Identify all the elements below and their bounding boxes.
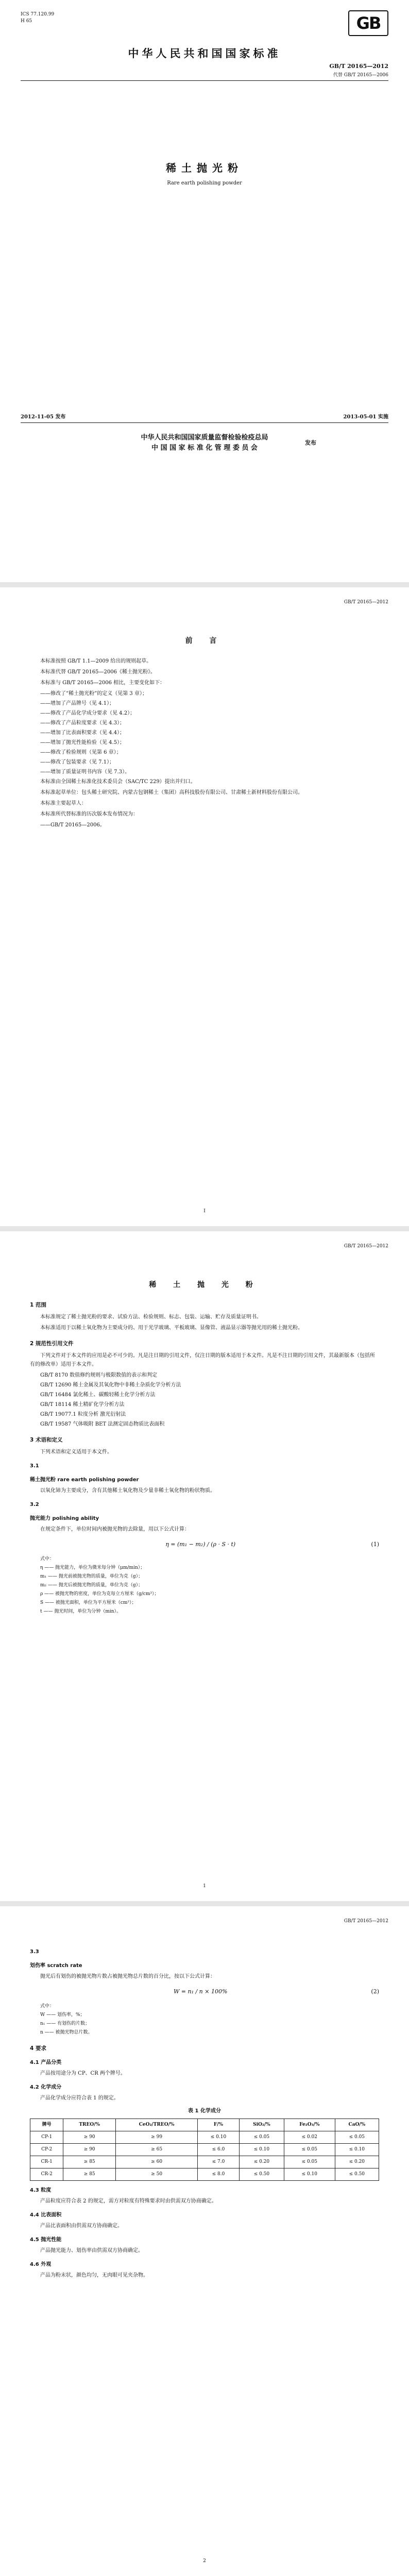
main-title: 稀 土 抛 光 粉 [149, 1281, 260, 1289]
variable-def: n —— 被抛光物总片数。 [40, 2030, 93, 2035]
table-cell: ≤ 0.50 [239, 2168, 284, 2181]
table-cell: ≥ 50 [116, 2168, 198, 2181]
clause-number: 3.1 [30, 1463, 39, 1469]
foreword-para: 本标准所代替标准的历次版本发布情况为： [40, 811, 138, 817]
reference-item: GB/T 18114 稀土精矿化学分析方法 [40, 1402, 125, 1408]
definition: 抛光后有划伤的被抛光物片数占被抛光物总片数的百分比，按以下公式计算： [40, 1974, 215, 1979]
paragraph: 产品化学成分应符合表 1 的规定。 [40, 2095, 119, 2101]
table-header: Fe₂O₃/% [284, 2119, 335, 2131]
variable-def: n₁ —— 有划伤的片数； [40, 2021, 90, 2026]
change-item: ——增加了比表面积要求（见 4.4）； [40, 730, 125, 736]
foreword-para: 本标准按照 GB/T 1.1—2009 给出的规则起草。 [40, 658, 152, 664]
standard-number: GB/T 20165—2012 [329, 63, 388, 70]
table-cell: ≤ 0.10 [239, 2144, 284, 2156]
term: 稀土抛光粉 rare earth polishing powder [30, 1477, 139, 1483]
clause-number: 3.2 [30, 1502, 39, 1507]
equation-number: (2) [371, 1988, 379, 1995]
cover-divider-bottom [21, 422, 388, 423]
section-heading: 1 范围 [30, 1302, 46, 1308]
table-header: SiO₂/% [239, 2119, 284, 2131]
table-cell: ≤ 0.10 [335, 2144, 379, 2156]
table-cell: ≤ 0.20 [239, 2156, 284, 2168]
table-cell: ≤ 8.0 [198, 2168, 240, 2181]
variable-def: W —— 划伤率，%； [40, 2012, 85, 2018]
table-row [30, 2156, 379, 2168]
gb-logo: GB [348, 10, 388, 36]
paragraph: 产品比表面积由供需双方协商确定。 [40, 2223, 123, 2229]
page-number: I [203, 1209, 206, 1214]
formula-1 [30, 1540, 379, 1549]
body-page-1 [0, 1231, 409, 1901]
national-standard-title: 中华人民共和国国家标准 [128, 47, 281, 60]
cover-title: 稀土抛光粉 [166, 162, 243, 174]
variable-def: S —— 被抛光面积，单位为平方厘米（cm²）； [40, 1600, 137, 1605]
variable-def: η —— 抛光能力，单位为微米每分钟（μm/min）； [40, 1565, 145, 1570]
table-header: CeO₂/TREO/% [116, 2119, 198, 2131]
definition: 以氧化铈为主要成分，含有其他稀土氧化物及少量非稀土氧化物的粉状物质。 [40, 1488, 215, 1494]
table-cell: ≤ 0.02 [284, 2131, 335, 2144]
page-number: 1 [203, 1884, 206, 1889]
foreword-para: 本标准起草单位：包头稀土研究院、内蒙古包钢稀土（集团）高科技股份有限公司、甘肃稀土新材料股份有限公司。 [40, 790, 303, 795]
body-content-1 [30, 1267, 379, 1616]
table-cell: ≤ 0.10 [198, 2131, 240, 2144]
table-cell: ≤ 0.05 [284, 2156, 335, 2168]
page-number: 2 [203, 2558, 206, 2564]
reference-item: GB/T 8170 数值修约规则与极限数值的表示和判定 [40, 1372, 158, 1378]
change-item: ——增加了产品牌号（见 4.1）； [40, 701, 115, 706]
table-header-row [30, 2119, 379, 2131]
paragraph: 产品粒度应符合表 2 的规定，需方对粒度有特殊要求时由供需双方协商确定。 [40, 2198, 217, 2204]
table-header: F/% [198, 2119, 240, 2131]
table-cell: ≤ 7.0 [198, 2156, 240, 2168]
issuer-line-2: 中 国 国 家 标 准 化 管 理 委 员 会 [151, 444, 258, 452]
section-heading: 2 规范性引用文件 [30, 1341, 74, 1347]
change-item: ——修改了产品化学成分要求（见 4.2）； [40, 710, 135, 716]
paragraph: 产品为粉末状，颜色均匀，无肉眼可见夹杂物。 [40, 2273, 148, 2278]
definition: 在规定条件下，单位时间内被抛光物的去除量，用以下公式计算： [40, 1527, 190, 1532]
equation-number: (1) [371, 1541, 379, 1548]
cover-divider-top [21, 80, 388, 81]
table-cell: CP-1 [30, 2131, 63, 2144]
where-label: 式中： [40, 2004, 55, 2009]
reference-item: GB/T 19077.1 粒度分析 激光衍射法 [40, 1412, 126, 1417]
subsection-heading: 4.6 外观 [30, 2262, 52, 2267]
table-cell: ≤ 0.05 [239, 2131, 284, 2144]
change-item: ——增加了质量证明书内容（见 7.3）。 [40, 769, 130, 775]
subsection-heading: 4.5 抛光性能 [30, 2237, 62, 2243]
table-cell: ≥ 85 [63, 2168, 116, 2181]
formula-2 [30, 1987, 379, 1996]
table-row [30, 2131, 379, 2144]
ics-code: ICS 77.120.99 [21, 12, 55, 17]
foreword-para: 本标准与 GB/T 20165—2006 相比，主要变化如下： [40, 680, 165, 686]
cover-dates [21, 412, 388, 420]
body-page-2 [0, 1906, 409, 2576]
issuer-tag: 发布 [305, 439, 316, 446]
subsection-heading: 4.1 产品分类 [30, 2060, 62, 2065]
table-cell: ≤ 0.20 [335, 2156, 379, 2168]
table-cell: ≥ 99 [116, 2131, 198, 2144]
foreword-content [30, 623, 379, 831]
table-row [30, 2144, 379, 2156]
change-item: ——增加了抛光性能检验（见 4.5）； [40, 740, 125, 745]
foreword-para: 本标准由全国稀土标准化技术委员会（SAC/TC 229）提出并归口。 [40, 779, 196, 785]
table-cell: ≤ 0.05 [284, 2144, 335, 2156]
reference-item: GB/T 12690 稀土金属及其氧化物中非稀土杂质化学分析方法 [40, 1382, 181, 1388]
foreword-page [0, 587, 409, 1226]
variable-def: ρ —— 被抛光物的密度，单位为克每立方厘米（g/cm³）； [40, 1591, 159, 1597]
paragraph: 产品抛光能力、划伤率由供需双方协商确定。 [40, 2248, 143, 2253]
table-row [30, 2168, 379, 2181]
issue-date: 2012-11-05 发布 [21, 414, 66, 420]
reference-item: GB/T 16484 氯化稀土、碳酸轻稀土化学分析方法 [40, 1392, 156, 1398]
running-header: GB/T 20165—2012 [344, 1919, 388, 1924]
reference-item: GB/T 19587 气体吸附 BET 法测定固态物质比表面积 [40, 1421, 165, 1427]
subsection-heading: 4.4 比表面积 [30, 2212, 62, 2218]
paragraph: 产品按用途分为 CP、CR 两个牌号。 [40, 2071, 126, 2076]
change-item: ——修改了包装要求（见 7.1）； [40, 759, 115, 765]
variable-def: m₂ —— 抛光后被抛光物的质量，单位为克（g）； [40, 1583, 143, 1588]
subsection-heading: 4.2 化学成分 [30, 2084, 62, 2090]
formula-expression: W = n₁ / n × 100% [173, 1988, 228, 1995]
running-header: GB/T 20165—2012 [344, 1244, 388, 1249]
section-heading: 4 要求 [30, 2045, 46, 2052]
change-item: ——修改了“稀土抛光粉”的定义（见第 3 章）； [40, 691, 147, 697]
cover-subtitle-en: Rare earth polishing powder [167, 180, 242, 186]
foreword-title: 前 言 [185, 637, 224, 645]
table-header: 牌号 [30, 2119, 63, 2131]
issuer-line-1: 中华人民共和国国家质量监督检验检疫总局 [141, 434, 268, 442]
subsection-heading: 4.3 粒度 [30, 2188, 52, 2193]
ccs-code: H 65 [21, 19, 32, 24]
section-heading: 3 术语和定义 [30, 1437, 63, 1443]
table-cell: ≥ 60 [116, 2156, 198, 2168]
change-item: ——修改了产品粒度要求（见 4.3）； [40, 720, 125, 726]
implementation-date: 2013-05-01 实施 [343, 414, 388, 420]
table-cell: ≥ 90 [63, 2144, 116, 2156]
table-cell: ≥ 85 [63, 2156, 116, 2168]
body-content-2 [30, 1942, 379, 2282]
table-cell: ≥ 90 [63, 2131, 116, 2144]
table-cell: ≤ 0.05 [335, 2131, 379, 2144]
classification-codes [21, 11, 54, 25]
table-caption: 表 1 化学成分 [188, 2108, 221, 2114]
term: 抛光能力 polishing ability [30, 1516, 99, 1521]
chemical-composition-table [30, 2119, 379, 2181]
formula-expression: η = (m₁ − m₂) / (ρ · S · t) [165, 1541, 236, 1548]
table-cell: CR-1 [30, 2156, 63, 2168]
variable-def: t —— 抛光时间，单位为分钟（min）。 [40, 1609, 122, 1614]
table-cell: ≤ 6.0 [198, 2144, 240, 2156]
foreword-para: 本标准主要起草人： [40, 801, 87, 806]
cover-page [0, 0, 409, 582]
table-header: CaO/% [335, 2119, 379, 2131]
table-cell: CR-2 [30, 2168, 63, 2181]
table-cell: ≥ 65 [116, 2144, 198, 2156]
clause-number: 3.3 [30, 1949, 39, 1955]
term: 划伤率 scratch rate [30, 1963, 82, 1969]
running-header: GB/T 20165—2012 [344, 600, 388, 605]
where-label: 式中： [40, 1556, 55, 1562]
paragraph: 下列术语和定义适用于本文件。 [40, 1449, 112, 1455]
table-cell: ≤ 0.50 [335, 2168, 379, 2181]
replaces-note: 代替 GB/T 20165—2006 [333, 73, 388, 78]
table-cell: CP-2 [30, 2144, 63, 2156]
history-item: ——GB/T 20165—2006。 [40, 822, 105, 828]
table-header: TREO/% [63, 2119, 116, 2131]
issuer-block [0, 433, 409, 453]
paragraph: 本标准规定了稀土抛光粉的要求、试验方法、检验规则、标志、包装、运输、贮存及质量证明书。 [40, 1314, 262, 1320]
paragraph: 下列文件对于本文件的应用是必不可少的。凡是注日期的引用文件，仅注日期的版本适用于本文件。凡是不注日期的引用文件，其最新版本（包括所有的修改单）适用于本文件。 [30, 1353, 375, 1367]
change-item: ——修改了检验规则（见第 6 章）； [40, 750, 122, 755]
table-cell: ≤ 0.10 [284, 2168, 335, 2181]
foreword-para: 本标准代替 GB/T 20165—2006《稀土抛光粉》。 [40, 669, 156, 675]
variable-def: m₁ —— 抛光前被抛光物的质量，单位为克（g）； [40, 1574, 143, 1579]
paragraph: 本标准适用于以稀土氧化物为主要成分的、用于光学玻璃、平板玻璃、显像管、液晶显示器等抛光用的稀土抛光粉。 [40, 1325, 303, 1331]
